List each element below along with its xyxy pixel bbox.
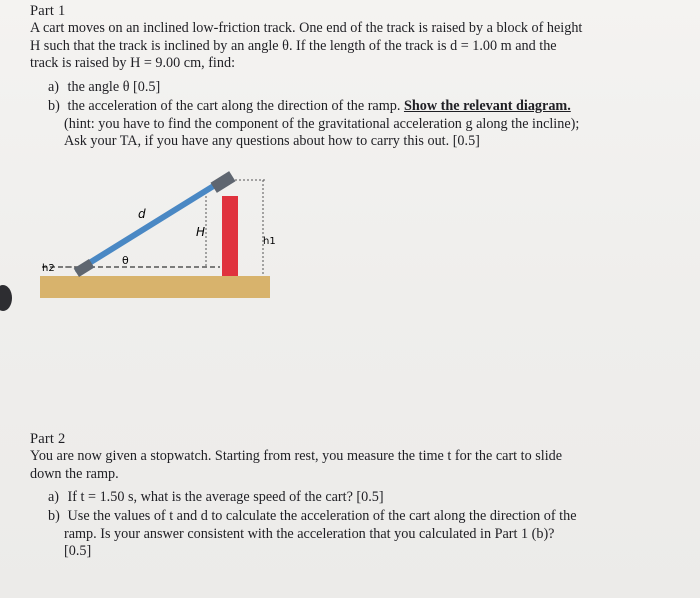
part1-question-a — [48, 79, 160, 97]
show-diagram-emphasis: Show the relevant diagram. — [403, 98, 571, 114]
part1-intro-line-1: A cart moves on an inclined low-friction track. One end of the track is raised by a block of height — [30, 20, 583, 36]
page-edge-shadow — [0, 285, 12, 311]
part1-intro-line-2: H such that the track is inclined by an angle θ. If the length of the track is d = 1.00 m and the — [30, 37, 557, 54]
part2-heading: Part 2 — [30, 431, 66, 447]
part2-intro-line-1: You are now given a stopwatch. Starting from rest, you measure the time t for the cart to slide — [30, 448, 563, 464]
part1-heading: Part 1 — [30, 3, 66, 19]
label-h2: h2 — [42, 263, 55, 274]
part2-a-label: a) — [48, 489, 60, 505]
part1-b-hint: (hint: you have to find the component of the gravitational acceleration g along the incline); — [64, 115, 580, 132]
part1-b-label: b) — [48, 98, 60, 114]
part2-b-label: b) — [48, 508, 60, 524]
label-theta: θ — [122, 254, 129, 267]
part2-question-b — [48, 508, 688, 561]
part2-intro — [30, 448, 670, 483]
part1-b-ask-ta: Ask your TA, if you have any questions about how to carry this out. [0.5] — [64, 133, 480, 149]
part2-question-a — [48, 489, 384, 507]
part2-b-line-1: Use the values of t and d to calculate the acceleration of the cart along the direction of the — [67, 508, 577, 524]
part1-a-text: the angle θ [0.5] — [67, 79, 161, 95]
raising-block — [222, 196, 238, 276]
incline-diagram — [30, 170, 290, 300]
label-h1: h1 — [263, 236, 276, 247]
part2-intro-line-2: down the ramp. — [30, 465, 119, 482]
part2-b-line-2: ramp. Is your answer consistent with the acceleration that you calculated in Part 1 (b)? — [64, 525, 555, 542]
part1-intro-line-3: track is raised by H = 9.00 cm, find: — [30, 55, 236, 71]
part1-question-b — [48, 98, 688, 151]
part2-b-line-3: [0.5] — [64, 543, 92, 559]
part2-a-text: If t = 1.50 s, what is the average speed of the cart? [0.5] — [67, 489, 384, 505]
cart — [210, 171, 235, 193]
part1-b-text: the acceleration of the cart along the direction of the ramp. — [67, 98, 404, 114]
ground-surface — [40, 276, 270, 298]
label-d: d — [138, 207, 146, 221]
part1-a-label: a) — [48, 79, 60, 95]
part1-intro — [30, 20, 670, 73]
label-H: H — [196, 225, 206, 239]
